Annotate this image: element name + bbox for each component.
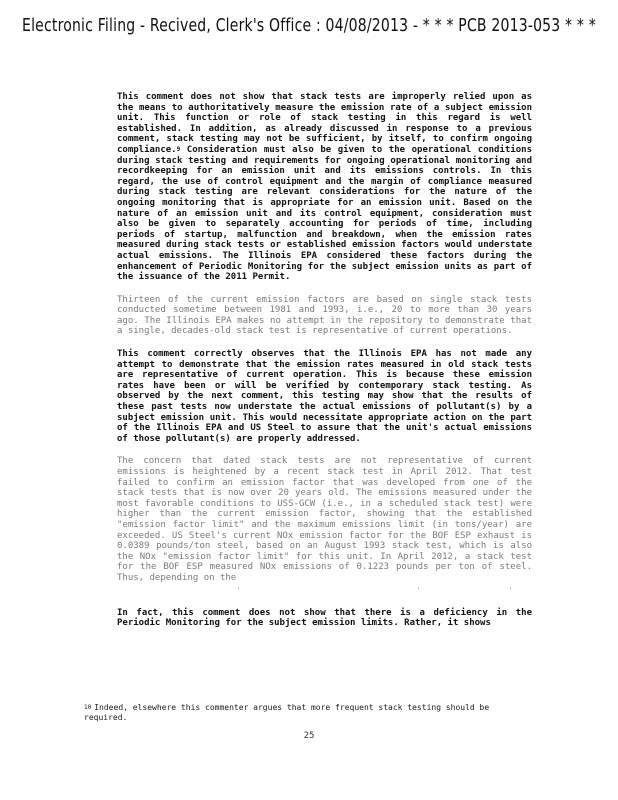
footnote-marker: 10 xyxy=(84,704,92,711)
comment-paragraph: Thirteen of the current emission factors are based on single stack tests conducted sometime between 1981 and 1993, i.e., 20 to more than 30 years ago. The Illinois EPA makes no attempt in the repository to demonstrate that a single, decades-old stack test is representative of current operations. xyxy=(117,294,532,337)
response-text-continued: Consideration must also be given to the operational conditions during stack testing and requirements for ongoing operational monitoring and recordkeeping for an emission unit and its emissions controls. In this regard, the use of control equipment and the margin of compliance measured during stack testing are relevant considerations for the nature of the ongoing monitoring that is appropriate for an emission unit. Based on the nature of an emission unit and its control equipment, consideration must also be given to separately accounting for periods of time, including periods of startup, malfunction and breakdown, when the emission rates measured during stack tests or established emission factors would understate actual emissions. The Illinois EPA considered these factors during the enhancement of Periodic Monitoring for the subject emission units as part of the issuance of the 2011 Permit. xyxy=(117,144,532,283)
comment-paragraph: The concern that dated stack tests are not representative of current emissions is heightened by a recent stack test in April 2012. That test failed to confirm an emission factor that was developed from one of the stack tests that is now over 20 years old. The emissions measured under the most favorable conditions to USS-GCW (i.e., in a scheduled stack test) were higher than the current emission factor, showing that the established "emission factor limit" and the maximum emissions limit (in tons/year) are exceeded. US Steel's current NOx emission factor for the BOF ESP exhaust is 0.0389 pounds/ton steel, based on an August 1993 stack test, which is also the NOx "emission factor limit" for this unit. In April 2012, a stack test for the BOF ESP measured NOx emissions of 0.1223 pounds per ton of steel. Thus, depending on the xyxy=(117,456,532,583)
electronic-filing-stamp: Electronic Filing - Recived, Clerk's Office : 04/08/2013 - * * * PCB 2013-053 * * * xyxy=(22,16,596,36)
response-paragraph: This comment correctly observes that the Illinois EPA has not made any attempt to demonstrate that the emission rates measured in old stack tests are representative of current operation. This is because these emission rates have been or will be verified by contemporary stack testing. As observed by the next comment, this testing may show that the results of these past tests now understate the actual emissions of pollutant(s) by a subject emission unit. This would necessitate appropriate action on the part of the Illinois EPA and US Steel to assure that the unit's actual emissions of those pollutant(s) are properly addressed. xyxy=(117,349,532,444)
illegible-mark: ' xyxy=(417,586,421,594)
illegible-mark: ' xyxy=(509,586,513,594)
response-paragraph: In fact, this comment does not show that there is a deficiency in the Periodic Monitoring for the subject emission limits. Rather, it shows xyxy=(117,607,532,629)
illegible-line xyxy=(117,587,532,597)
page-number: 25 xyxy=(303,731,315,741)
footnote-reference: 9 xyxy=(176,145,181,153)
footnote xyxy=(84,703,534,723)
illegible-mark: ' xyxy=(237,586,241,594)
footnote-text: Indeed, elsewhere this commenter argues that more frequent stack testing should be required. xyxy=(84,703,490,722)
response-paragraph xyxy=(117,92,532,283)
page-body xyxy=(117,92,532,629)
response-text: This comment does not show that stack tests are improperly relied upon as the means to authoritatively measure the emission rate of a subject emission unit. This function or role of stack testing in this regard is well established. In addition, as already discussed in response to a previous comment, stack testing may not be sufficient, by itself, to confirm ongoing compliance. xyxy=(117,92,532,155)
